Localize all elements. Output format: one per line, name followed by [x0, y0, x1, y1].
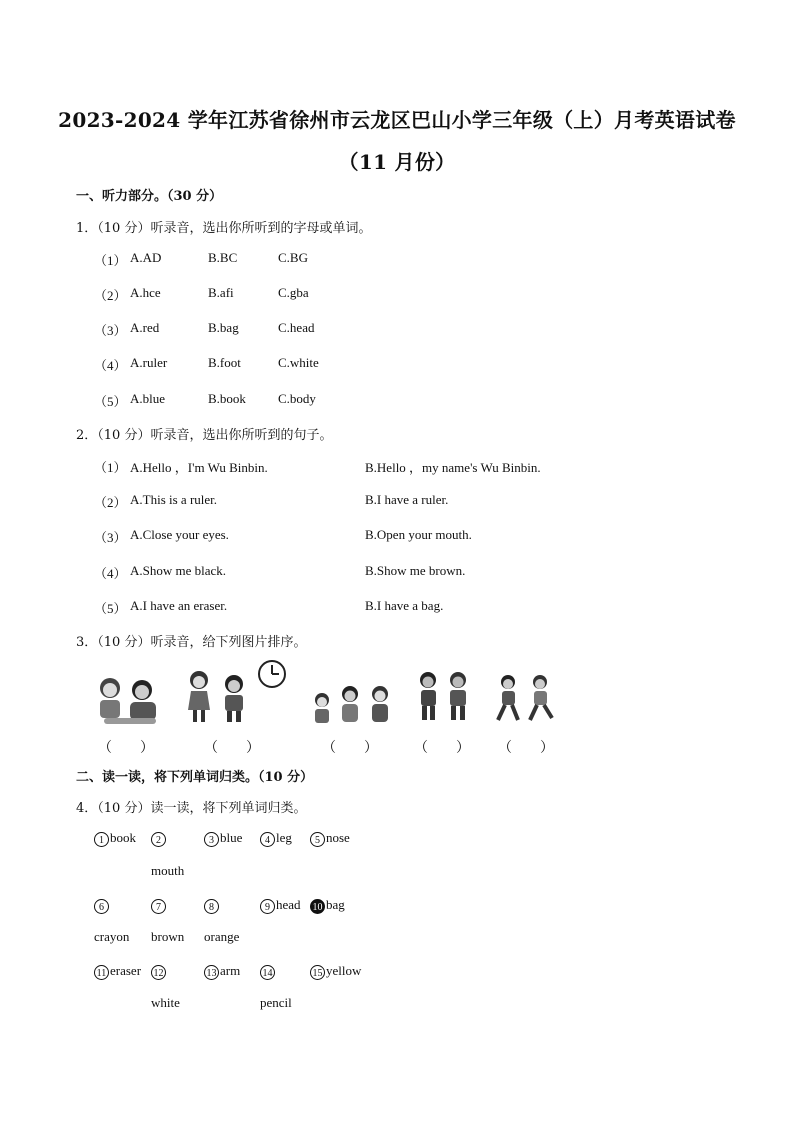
question-1-stem: 1．（10 分）听录音，选出你所听到的字母或单词。 — [76, 221, 372, 236]
word-text: mouth — [151, 863, 185, 878]
picture-3-three-kids — [310, 684, 394, 726]
picture-1-two-kids — [94, 674, 164, 728]
q2-option-b: B.I have a ruler. — [365, 492, 449, 507]
number-circle: 14 — [260, 965, 275, 980]
number-circle: 7 — [151, 899, 166, 914]
question-2-stem: 2．（10 分）听录音，选出你所听到的句子。 — [76, 428, 333, 443]
word-text: pencil — [260, 995, 292, 1010]
q2-option-a: A.Close your eyes. — [130, 527, 229, 542]
number-circle: 10 — [310, 899, 325, 914]
answer-blank-3[interactable]: （ ） — [322, 740, 378, 756]
section-2-heading: 二、读一读，将下列单词归类。（10 分） — [76, 770, 314, 785]
word-item: 9 head — [260, 897, 301, 914]
q1-item-number: （4） — [94, 358, 127, 373]
number-circle: 11 — [94, 965, 109, 980]
number-circle: 5 — [310, 832, 325, 847]
q1-option-b: B.afi — [208, 285, 234, 300]
word-item — [94, 897, 110, 914]
number-circle: 12 — [151, 965, 166, 980]
answer-blank-2[interactable]: （ ） — [204, 740, 260, 756]
q2-option-a: A.Hello ，I'm Wu Binbin. — [130, 460, 268, 475]
word-item — [204, 897, 220, 914]
q1-option-b: B.foot — [208, 355, 241, 370]
q1-option-b: B.BC — [208, 250, 238, 265]
answer-blank-1[interactable]: （ ） — [98, 740, 154, 756]
word-text: orange — [204, 929, 240, 944]
word-item — [151, 963, 167, 980]
word-item: 13 arm — [204, 963, 240, 980]
word-item — [151, 897, 167, 914]
word-item: 10 bag — [310, 897, 345, 914]
question-4-stem: 4．（10 分）读一读，将下列单词归类。 — [76, 801, 307, 816]
q1-option-a: A.AD — [130, 250, 162, 265]
number-circle: 13 — [204, 965, 219, 980]
number-circle: 15 — [310, 965, 325, 980]
q2-item-number: （4） — [94, 566, 127, 581]
number-circle: 1 — [94, 832, 109, 847]
word-item: 15 yellow — [310, 963, 361, 980]
q2-option-a: A.This is a ruler. — [130, 492, 218, 507]
q1-option-a: A.ruler — [130, 355, 168, 370]
q2-option-b: B.I have a bag. — [365, 598, 444, 613]
q2-option-a: A.Show me black. — [130, 563, 227, 578]
q2-item-number: （3） — [94, 530, 127, 545]
picture-2-kids-with-clock — [182, 660, 292, 726]
section-1-heading: 一、听力部分。（30 分） — [76, 189, 223, 204]
q1-option-a: A.blue — [130, 391, 166, 406]
q1-item-number: （2） — [94, 288, 127, 303]
number-circle: 4 — [260, 832, 275, 847]
number-circle: 2 — [151, 832, 166, 847]
q1-option-b: B.bag — [208, 320, 239, 335]
q2-option-b: B.Show me brown. — [365, 563, 466, 578]
q1-option-c: C.white — [278, 355, 319, 370]
number-circle: 6 — [94, 899, 109, 914]
q2-item-number: （2） — [94, 495, 127, 510]
page-title: 2023-2024 学年江苏省徐州市云龙区巴山小学三年级（上）月考英语试卷 — [58, 108, 736, 132]
q1-item-number: （5） — [94, 394, 127, 409]
word-item: 1 book — [94, 830, 136, 847]
q2-item-number: （5） — [94, 601, 127, 616]
q2-item-number: （1） — [94, 460, 127, 475]
answer-blank-5[interactable]: （ ） — [498, 740, 554, 756]
q1-option-c: C.head — [278, 320, 315, 335]
q2-option-b: B.Hello ，my name's Wu Binbin. — [365, 460, 541, 475]
word-item: 5 nose — [310, 830, 350, 847]
q2-option-b: B.Open your mouth. — [365, 527, 472, 542]
word-item: 4 leg — [260, 830, 292, 847]
q1-option-c: C.gba — [278, 285, 309, 300]
picture-5-kids-running — [494, 672, 560, 724]
question-3-stem: 3．（10 分）听录音，给下列图片排序。 — [76, 635, 307, 650]
number-circle: 8 — [204, 899, 219, 914]
q1-option-c: C.body — [278, 391, 316, 406]
word-item: 11 eraser — [94, 963, 141, 980]
q1-option-c: C.BG — [278, 250, 308, 265]
answer-blank-4[interactable]: （ ） — [414, 740, 470, 756]
word-text: brown — [151, 929, 185, 944]
number-circle: 3 — [204, 832, 219, 847]
word-item — [260, 963, 276, 980]
word-text: crayon — [94, 929, 130, 944]
q2-option-a: A.I have an eraser. — [130, 598, 228, 613]
q1-item-number: （3） — [94, 323, 127, 338]
q1-item-number: （1） — [94, 253, 127, 268]
number-circle: 9 — [260, 899, 275, 914]
word-item: 3 blue — [204, 830, 242, 847]
q1-option-b: B.book — [208, 391, 246, 406]
page-subtitle: （11 月份） — [338, 150, 456, 174]
word-item — [151, 830, 167, 847]
q1-option-a: A.hce — [130, 285, 161, 300]
word-text: white — [151, 995, 180, 1010]
q1-option-a: A.red — [130, 320, 160, 335]
picture-4-two-kids-walking — [414, 670, 474, 724]
